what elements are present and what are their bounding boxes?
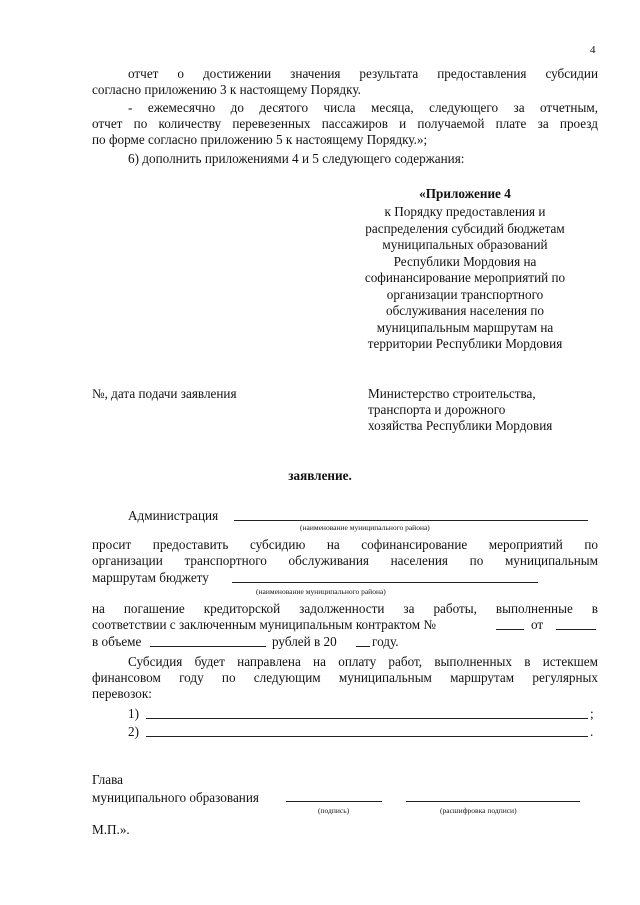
p1-line-1: просит предоставить субсидию на софинансирование мероприятий по — [92, 537, 598, 552]
recipient-line-2: транспорта и дорожного — [368, 402, 506, 417]
route-item-2-blank — [146, 736, 588, 737]
intro-line-5: по форме согласно приложению 5 к настоящему Порядку.»; — [92, 132, 428, 147]
year-blank — [356, 646, 370, 647]
appendix-title: «Приложение 4 — [419, 186, 511, 201]
recipient-line-3: хозяйства Республики Мордовия — [368, 418, 553, 433]
recipient-line-1: Министерство строительства, — [368, 386, 536, 401]
signature-head-label: Глава — [92, 772, 123, 787]
document-title: заявление. — [288, 468, 352, 483]
p2-line-1: на погашение кредиторской задолженности за работы, выполненные в — [92, 601, 598, 616]
route-item-1-blank — [146, 718, 588, 719]
stamp-place: М.П.». — [92, 822, 130, 837]
p1-line-3: маршрутам бюджету — [92, 570, 209, 585]
appendix-line: муниципальным маршрутам на — [376, 319, 554, 335]
p2-line-3-b: рублей в 20 — [272, 634, 337, 649]
administration-blank — [234, 520, 588, 521]
appendix-line: муниципальных образований — [382, 237, 548, 252]
contract-number-blank — [496, 629, 524, 630]
administration-label: Администрация — [128, 508, 219, 523]
appendix-line: обслуживания населения по — [385, 303, 545, 318]
appendix-line: территории Республики Мордовия — [367, 336, 563, 351]
intro-line-4: отчет по количеству перевезенных пассажиров и получаемой плате за проезд — [92, 116, 598, 131]
route-item-1-number: 1) — [128, 706, 139, 721]
p2-line-2-b: от — [531, 617, 544, 632]
p2-line-2-a: соответствии с заключенным муниципальным контрактом № — [92, 617, 436, 632]
contract-date-blank — [556, 629, 596, 630]
p1-line-2: организации транспортного обслуживания населения по муниципальным — [92, 553, 598, 568]
p3-line-1: Субсидия будет направлена на оплату работ, выполненных в истекшем — [128, 654, 598, 669]
appendix-line: Республики Мордовия на — [393, 253, 537, 269]
intro-line-1: отчет о достижении значения результата предоставления субсидии — [128, 66, 598, 81]
route-item-2-number: 2) — [128, 724, 139, 739]
appendix-line: к Порядку предоставления и — [384, 204, 546, 219]
amount-blank — [150, 646, 266, 647]
appendix-line: распределения субсидий бюджетам — [365, 220, 565, 236]
route-item-2-end: . — [590, 724, 594, 739]
signature-blank — [286, 801, 382, 802]
appendix-line: организации транспортного — [386, 286, 544, 302]
administration-caption: (наименование муниципального района) — [300, 523, 430, 532]
p2-line-3-c: году. — [372, 634, 399, 649]
p3-line-2: финансовом году по следующим муниципальным маршрутам регулярных — [92, 670, 598, 685]
signature-org-label: муниципального образования — [92, 790, 259, 805]
submission-number-date-label: №, дата подачи заявления — [92, 386, 237, 401]
intro-line-2: согласно приложению 3 к настоящему Порядку. — [92, 82, 361, 97]
appendix-line: софинансирование мероприятий по — [364, 270, 566, 285]
signature-caption: (подпись) — [318, 806, 350, 815]
p3-line-3: перевозок: — [92, 686, 152, 701]
p2-line-3-a: в объеме — [92, 634, 142, 649]
budget-blank — [232, 582, 538, 583]
intro-line-3: - ежемесячно до десятого числа месяца, следующего за отчетным, — [128, 100, 598, 115]
intro-line-6: 6) дополнить приложениями 4 и 5 следующего содержания: — [128, 151, 465, 166]
signature-decode-blank — [406, 801, 580, 802]
route-item-1-end: ; — [590, 706, 594, 721]
page-number: 4 — [590, 44, 596, 56]
budget-caption: (наименование муниципального района) — [256, 587, 386, 596]
signature-decode-caption: (расшифровка подписи) — [440, 806, 517, 815]
